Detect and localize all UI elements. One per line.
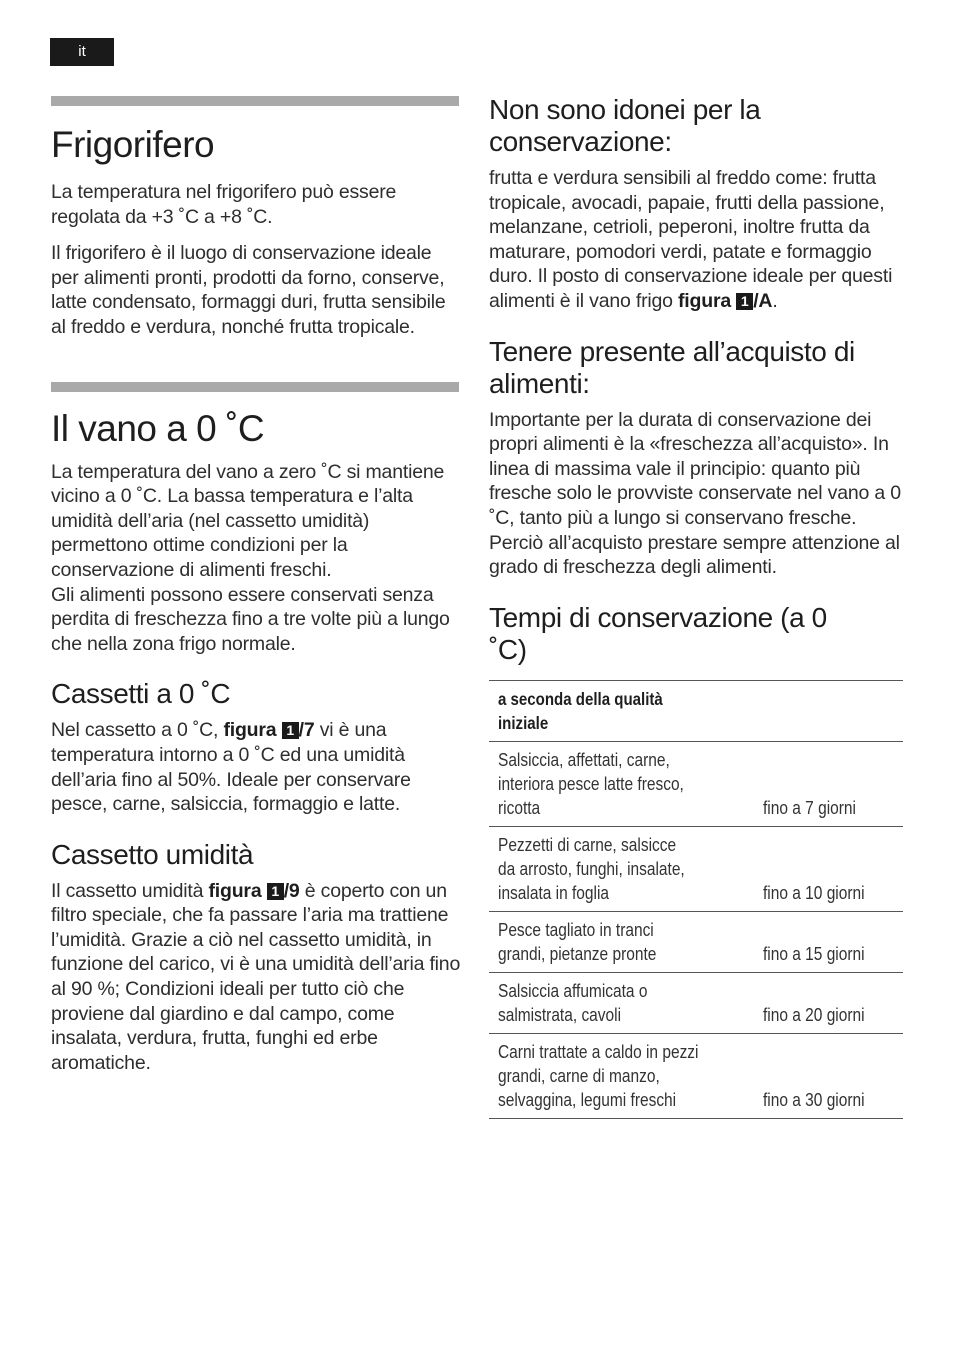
subsection-title-acquisto: Tenere presente all’acquisto di alimenti: xyxy=(489,335,855,399)
duration-cell xyxy=(746,741,903,826)
food-item-line: Salsiccia, affettati, carne, xyxy=(498,749,670,770)
duration-text: fino a 20 giorni xyxy=(763,1004,865,1025)
food-item-line: insalata in foglia xyxy=(498,882,610,903)
subsection-title-tempi: Tempi di conservazione (a 0 ˚C) xyxy=(489,601,827,665)
paragraph xyxy=(51,879,463,1076)
table-header-cell xyxy=(489,680,903,741)
section-rule xyxy=(51,96,459,106)
paragraph xyxy=(51,718,463,816)
duration-text: fino a 15 giorni xyxy=(763,943,865,964)
duration-cell xyxy=(746,1033,903,1118)
food-item-line: grandi, carne di manzo, xyxy=(498,1065,660,1086)
figure-position: /7 xyxy=(298,719,315,742)
food-item-line: salmistrata, cavoli xyxy=(498,1004,622,1025)
figure-ref xyxy=(678,290,772,312)
figure-ref xyxy=(223,719,314,741)
food-item-cell xyxy=(489,741,746,826)
table-row xyxy=(489,911,903,972)
paragraph-text: . xyxy=(772,289,778,312)
food-item-cell xyxy=(489,826,746,911)
food-item-cell xyxy=(489,911,746,972)
section-title-vano: Il vano a 0 ˚C xyxy=(51,407,265,449)
figure-number-badge: 1 xyxy=(267,883,284,900)
food-item-cell xyxy=(489,972,746,1033)
paragraph-text: La temperatura del vano a zero ˚C si mantiene vicino a 0 ˚C. La bassa temperatura e l’alta umidità dell’aria (nel cassetto umidità) permettono ottime condizioni per la conservazione di alimenti freschi. xyxy=(51,460,445,581)
duration-text: fino a 30 giorni xyxy=(763,1089,865,1110)
left-column xyxy=(51,96,463,1087)
paragraph: Il frigorifero è il luogo di conservazione ideale per alimenti pronti, prodotti da forno, conserve, latte condensato, formaggi duri, frutta sensibile al freddo e verdura, nonché frutta tropicale. xyxy=(51,242,446,338)
duration-text: fino a 7 giorni xyxy=(763,797,856,818)
figure-number-badge: 1 xyxy=(736,293,753,310)
table-header-row xyxy=(489,680,903,741)
figure-position: /9 xyxy=(283,879,300,902)
right-column xyxy=(489,94,903,1119)
duration-cell xyxy=(746,972,903,1033)
food-item-line: Pezzetti di carne, salsicce xyxy=(498,834,677,855)
section-rule xyxy=(51,382,459,392)
subsection-title-umidita: Cassetto umidità xyxy=(51,838,254,870)
table-row xyxy=(489,741,903,826)
food-item-line: interiora pesce latte fresco, xyxy=(498,773,684,794)
figure-word: figura xyxy=(678,289,731,312)
food-item-line: selvaggina, legumi freschi xyxy=(498,1089,677,1110)
subsection-title-cassetti: Cassetti a 0 ˚C xyxy=(51,678,231,710)
table-row xyxy=(489,1033,903,1118)
storage-times-table xyxy=(489,680,903,1119)
table-row xyxy=(489,972,903,1033)
table-header-text: a seconda della qualità iniziale xyxy=(498,688,663,733)
paragraph-text: Nel cassetto a 0 ˚C, xyxy=(51,719,224,742)
food-item-line: Salsiccia affumicata o xyxy=(498,980,648,1001)
section-title-frigorifero: Frigorifero xyxy=(51,124,215,165)
figure-ref xyxy=(209,880,300,902)
subsection-title-non-idonei: Non sono idonei per la conservazione: xyxy=(489,94,761,157)
paragraph-text: Il cassetto umidità xyxy=(51,879,209,902)
food-item-line: grandi, pietanze pronte xyxy=(498,943,657,964)
paragraph-text: frutta e verdura sensibili al freddo come: frutta tropicale, avocadi, papaie, frutti della passione, melanzane, cetrioli, peperoni, inoltre frutta da maturare, pomodori verdi, patate e formaggio duro. Il posto di conservazione ideale per questi alimenti è il vano frigo xyxy=(489,167,893,312)
paragraph xyxy=(489,166,903,314)
duration-cell xyxy=(746,911,903,972)
food-item-line: da arrosto, funghi, insalate, xyxy=(498,858,685,879)
duration-text: fino a 10 giorni xyxy=(763,882,865,903)
figure-position: /A xyxy=(753,289,773,312)
paragraph xyxy=(51,460,463,657)
paragraph: La temperatura nel frigorifero può essere regolata da +3 ˚C a +8 ˚C. xyxy=(51,181,397,228)
food-item-cell xyxy=(489,1033,746,1118)
table-row xyxy=(489,826,903,911)
paragraph-text: Gli alimenti possono essere conservati senza perdita di freschezza fino a tre volte più a lungo che nella zona frigo normale. xyxy=(51,583,450,655)
paragraph: Importante per la durata di conservazione dei propri alimenti è la «freschezza all’acquisto». In linea di massima vale il principio: quanto più fresche solo le provviste conservate nel vano a 0 ˚C, tanto più a lungo si conservano fresche. Perciò all’acquisto prestare sempre attenzione al grado di freschezza degli alimenti. xyxy=(489,408,901,579)
food-item-line: Carni trattate a caldo in pezzi xyxy=(498,1041,699,1062)
paragraph-text: è coperto con un filtro speciale, che fa passare l’aria ma trattiene l’umidità. Grazie a ciò nel cassetto umidità, in funzione del carico, vi è una umidità dell’aria fino al 90 %; Condizioni ideali per tutto ciò che proviene dal giardino e dal campo, come insalata, verdura, frutta, funghi ed erbe aromatiche. xyxy=(51,879,461,1074)
food-item-line: ricotta xyxy=(498,797,541,818)
figure-word: figura xyxy=(208,879,262,902)
food-item-line: Pesce tagliato in tranci xyxy=(498,919,654,940)
language-tag: it xyxy=(50,38,114,66)
duration-cell xyxy=(746,826,903,911)
figure-number-badge: 1 xyxy=(282,722,299,739)
figure-word: figura xyxy=(223,719,277,742)
paragraph-text: vi è una temperatura intorno a 0 ˚C ed una umidità dell’aria fino al 50%. Ideale per conservare pesce, carne, salsiccia, formaggio e latte. xyxy=(51,719,411,816)
